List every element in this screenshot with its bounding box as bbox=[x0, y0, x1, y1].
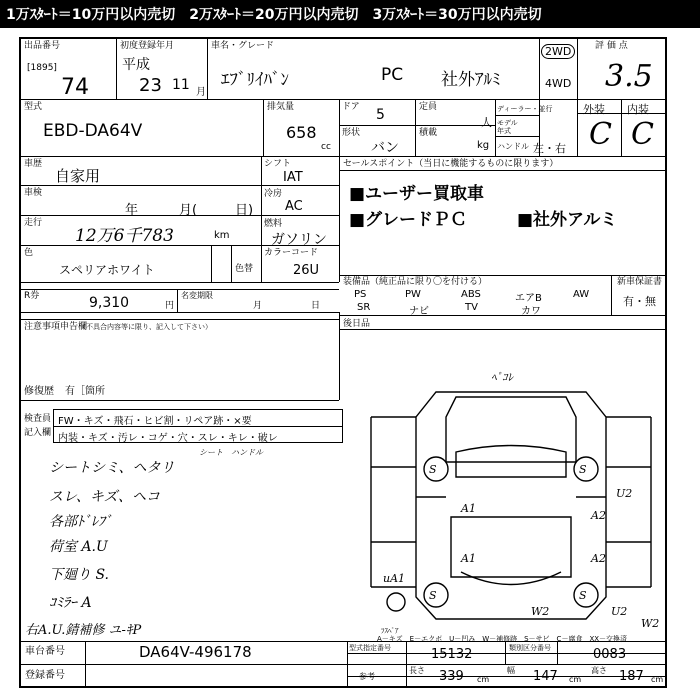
doors: 5 bbox=[376, 107, 385, 123]
new-warranty-label: 新車保証書 bbox=[617, 277, 663, 287]
size-ref: 参考 bbox=[359, 672, 375, 681]
equip-navi: ナビ bbox=[409, 306, 429, 317]
remark-2: スレ、キズ、ヘコ bbox=[49, 489, 161, 505]
caution-sub: （不具合内容等に限り、記入して下さい） bbox=[79, 323, 212, 331]
displacement-unit: cc bbox=[321, 142, 331, 152]
category-number-label: 類別区分番号 bbox=[509, 644, 551, 652]
equip-leather: カワ bbox=[521, 306, 541, 317]
frame-number-label: 車台番号 bbox=[25, 646, 65, 657]
score-label: 評 価 点 bbox=[595, 41, 628, 51]
inspection-year: 年 bbox=[125, 203, 139, 218]
sales-point-label: セールスポイント（当日に機能するものに限ります） bbox=[343, 159, 559, 169]
recycle-amount: 9,310 bbox=[89, 295, 130, 311]
inspector-label: 検査員 bbox=[24, 414, 52, 424]
recycle-unit: 円 bbox=[165, 301, 175, 311]
sales-point-1: ■ユーザー買取車 bbox=[349, 184, 485, 204]
color-label: 色 bbox=[24, 248, 34, 258]
era: 平成 bbox=[122, 57, 150, 73]
lot-number: 74 bbox=[61, 75, 89, 100]
car-grade-note: 社外ｱﾙﾐ bbox=[441, 70, 501, 90]
shape-label: 形状 bbox=[342, 128, 361, 138]
frame-number: DA64V-496178 bbox=[139, 643, 252, 661]
repair-history-label: 修復歴 bbox=[24, 386, 54, 397]
height-value: 187 bbox=[619, 669, 644, 684]
inspector-hand-sub: シート ハンドル bbox=[199, 448, 263, 457]
diagram-label-14: ﾌｽﾍﾟｱ bbox=[381, 627, 399, 635]
remark-1: シートシミ、ヘタリ bbox=[49, 460, 175, 476]
diagram-label-10: S bbox=[429, 463, 437, 476]
mileage: 12万6千783 bbox=[75, 226, 174, 246]
capacity-unit: 人 bbox=[481, 116, 492, 129]
inspection-label: 車検 bbox=[24, 188, 43, 198]
name-change-label: 名変期限 bbox=[181, 291, 213, 300]
interior-grade: C bbox=[631, 117, 654, 152]
diagram-label-9: U2 bbox=[616, 487, 633, 500]
diagram-label-13: S bbox=[579, 589, 587, 602]
color-code: 26U bbox=[293, 263, 320, 278]
fuel-label: 燃料 bbox=[264, 219, 283, 229]
shift-label: シフト bbox=[264, 159, 292, 169]
inspector-row1: FW・キズ・飛石・ヒビ割・リペア跡・×要 bbox=[58, 416, 252, 427]
capacity-label: 定員 bbox=[419, 102, 438, 112]
ac-label: 冷房 bbox=[264, 189, 283, 199]
diagram-label-2: A2 bbox=[591, 509, 606, 522]
remark-6: ｺﾐﾗｰ A bbox=[49, 595, 92, 611]
diagram-label-6: W2 bbox=[531, 605, 550, 618]
ac: AC bbox=[285, 199, 303, 214]
equip-sr: SR bbox=[357, 302, 371, 313]
remark-7: 右A.U.錆補修 ユ-ｷP bbox=[25, 623, 142, 638]
name-change-day: 日 bbox=[311, 301, 321, 311]
car-grade: PC bbox=[381, 65, 404, 85]
diagram-label-1: A1 bbox=[461, 502, 476, 515]
diagram-label-12: S bbox=[429, 589, 437, 602]
load-unit: kg bbox=[477, 140, 490, 151]
handle: 左・右 bbox=[533, 142, 566, 155]
equip-ps: PS bbox=[354, 289, 367, 300]
diagram-label-0: ﾍﾟｺﾚ bbox=[491, 371, 513, 384]
equipment-label: 装備品（純正品に限り〇を付ける） bbox=[343, 277, 488, 287]
inspection-month: 月( bbox=[179, 203, 198, 218]
diagram-label-8: W2 bbox=[641, 617, 660, 630]
length-value: 339 bbox=[439, 669, 464, 684]
equip-airbag: エアB bbox=[515, 293, 542, 304]
sales-point-2a: ■グレードＰＣ bbox=[349, 210, 468, 230]
caution-label: 注意事項申告欄 bbox=[24, 322, 88, 332]
category-number: 0083 bbox=[593, 647, 627, 662]
inspector-sub: 記入欄 bbox=[24, 428, 52, 438]
drive-4wd: 4WD bbox=[545, 77, 572, 90]
shape: バン bbox=[371, 140, 399, 156]
usage-label: 車歴 bbox=[24, 159, 43, 169]
load-label: 積載 bbox=[419, 128, 438, 138]
width-label: 幅 bbox=[507, 666, 515, 675]
diagram-label-11: S bbox=[579, 463, 587, 476]
height-unit: cm bbox=[651, 675, 664, 684]
door-label: ドア bbox=[342, 102, 360, 112]
displacement: 658 bbox=[286, 123, 317, 142]
inspection-day: 日) bbox=[235, 203, 254, 218]
auction-sheet bbox=[19, 37, 667, 688]
dealer-label: ディーラー・並行 bbox=[497, 105, 553, 113]
diagram-label-5: uA1 bbox=[383, 572, 406, 585]
remark-5: 下廻り S. bbox=[49, 567, 109, 583]
length-unit: cm bbox=[477, 675, 490, 684]
lot-sub: [1895] bbox=[27, 63, 57, 73]
model-label: 型式 bbox=[24, 102, 43, 112]
fuel: ガソリン bbox=[271, 232, 327, 248]
length-label: 長さ bbox=[409, 666, 425, 675]
inspector-row2: 内装・キズ・汚レ・コゲ・穴・スレ・キレ・破レ bbox=[58, 433, 278, 444]
reg-month-unit: 月 bbox=[196, 87, 206, 98]
equip-pw: PW bbox=[405, 289, 421, 300]
class-number: 15132 bbox=[431, 647, 473, 662]
first-reg-label: 初度登録年月 bbox=[120, 41, 175, 51]
color-name: スペリアホワイト bbox=[59, 263, 155, 277]
lot-label: 出品番号 bbox=[24, 41, 61, 51]
drive-2wd: 2WD bbox=[541, 44, 575, 59]
shift-type: IAT bbox=[283, 170, 303, 185]
recycle-label: R券 bbox=[24, 291, 40, 301]
car-name-label: 車名・グレード bbox=[211, 41, 275, 51]
diagram-legend: A－キズ E－エクボ U－凹み W－補修跡 S－サビ C－腐食 XX－交換済 bbox=[377, 635, 628, 643]
reg-month: 11 bbox=[172, 77, 190, 93]
score-value: 3.5 bbox=[605, 59, 653, 94]
color-swap-label: 色替 bbox=[235, 264, 254, 274]
model-code: EBD-DA64V bbox=[43, 121, 143, 141]
reg-year: 23 bbox=[139, 75, 162, 96]
diagram-label-7: U2 bbox=[611, 605, 628, 618]
name-change-month: 月 bbox=[253, 301, 263, 311]
after-item-label: 後日品 bbox=[343, 319, 371, 329]
displacement-label: 排気量 bbox=[267, 102, 295, 112]
registration-number-label: 登録番号 bbox=[25, 670, 65, 681]
sales-point-2b: ■社外アルミ bbox=[517, 210, 618, 230]
model-year-label: モデル 年式 bbox=[497, 119, 518, 135]
mileage-unit: km bbox=[214, 230, 230, 241]
auction-banner: 1万ｽﾀｰﾄ＝10万円以内売切 2万ｽﾀｰﾄ＝20万円以内売切 3万ｽﾀｰﾄ＝30万円以内売切 bbox=[0, 0, 700, 28]
height-label: 高さ bbox=[591, 666, 607, 675]
equip-tv: TV bbox=[465, 302, 478, 313]
handle-label: ハンドル bbox=[497, 142, 529, 151]
exterior-label: 外装 bbox=[583, 103, 605, 116]
diagram-label-4: A2 bbox=[591, 552, 606, 565]
equip-aw: AW bbox=[573, 289, 590, 300]
width-unit: cm bbox=[569, 675, 582, 684]
diagram-label-3: A1 bbox=[461, 552, 476, 565]
equip-abs: ABS bbox=[461, 289, 481, 300]
usage-type: 自家用 bbox=[55, 167, 101, 185]
exterior-grade: C bbox=[589, 117, 612, 152]
remark-3: 各部ﾄﾞﾚﾌﾞ bbox=[49, 514, 112, 530]
color-code-label: カラーコード bbox=[264, 248, 319, 258]
interior-label: 内装 bbox=[627, 103, 649, 116]
class-number-label: 型式指定番号 bbox=[349, 644, 391, 652]
car-damage-diagram bbox=[361, 357, 667, 639]
width-value: 147 bbox=[533, 669, 558, 684]
new-warranty-value: 有・無 bbox=[623, 295, 656, 308]
mileage-label: 走行 bbox=[24, 218, 43, 228]
repair-history-value: 有［箇所 bbox=[65, 386, 105, 397]
remark-4: 荷室 A.U bbox=[49, 539, 108, 555]
car-name: ｴﾌﾞﾘｲﾊﾞﾝ bbox=[221, 70, 289, 90]
